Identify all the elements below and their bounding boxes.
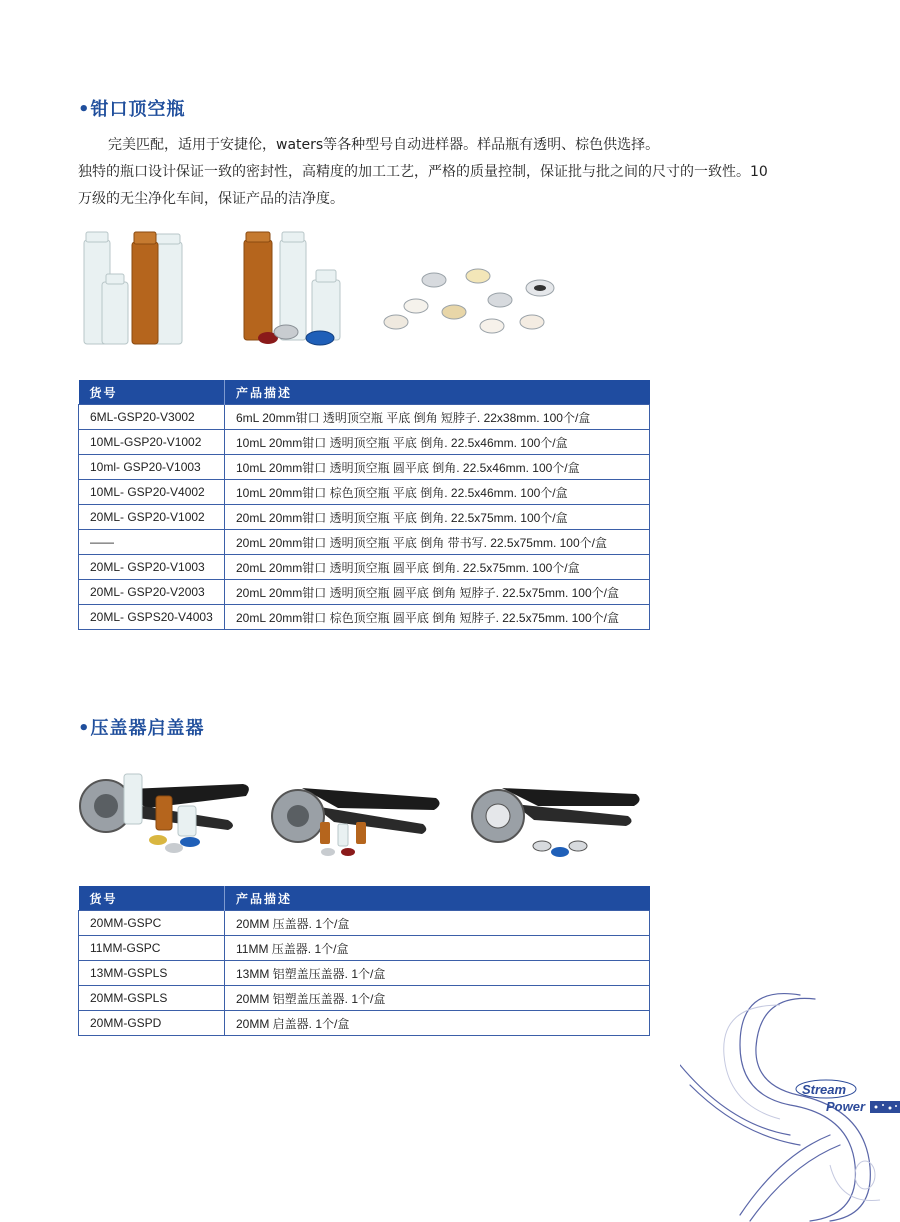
part-number-cell: 11MM-GSPC — [79, 936, 225, 961]
description-cell: 20mL 20mm钳口 透明顶空瓶 圆平底 倒角. 22.5x75mm. 100个/盒 — [225, 555, 650, 580]
logo-power-text: Power — [826, 1099, 866, 1114]
table-row — [79, 1011, 650, 1036]
header-description: 产品描述 — [225, 380, 650, 405]
header-part-number: 货号 — [79, 886, 225, 911]
table-row — [79, 505, 650, 530]
decapper-photo — [468, 776, 648, 858]
description-cell: 20MM 压盖器. 1个/盒 — [225, 911, 650, 936]
part-number-cell: 10ML- GSP20-V4002 — [79, 480, 225, 505]
description-cell: 6mL 20mm钳口 透明顶空瓶 平底 倒角 短脖子. 22x38mm. 100个/盒 — [225, 405, 650, 430]
part-number-cell: 20ML- GSP20-V1003 — [79, 555, 225, 580]
description-cell: 20mL 20mm钳口 棕色顶空瓶 圆平底 倒角 短脖子. 22.5x75mm. 100个/盒 — [225, 605, 650, 630]
part-number-cell: 10ML-GSP20-V1002 — [79, 430, 225, 455]
header-description: 产品描述 — [225, 886, 650, 911]
table-row — [79, 936, 650, 961]
table-row — [79, 480, 650, 505]
description-cell: 11MM 压盖器. 1个/盒 — [225, 936, 650, 961]
part-number-cell: 20ML- GSP20-V2003 — [79, 580, 225, 605]
table-row — [79, 961, 650, 986]
part-number-cell: 20ML- GSPS20-V4003 — [79, 605, 225, 630]
part-number-cell: 20ML- GSP20-V1002 — [79, 505, 225, 530]
intro-line-1: 完美匹配，适用于安捷伦，waters等各种型号自动进样器。样品瓶有透明、棕色供选择。 — [108, 137, 660, 153]
table-row — [79, 911, 650, 936]
stream-power-decoration — [680, 985, 900, 1222]
table-row — [79, 405, 650, 430]
part-number-cell: 20MM-GSPD — [79, 1011, 225, 1036]
intro-paragraph — [78, 132, 838, 213]
table-row — [79, 580, 650, 605]
part-number-cell: —— — [79, 530, 225, 555]
description-cell: 20mL 20mm钳口 透明顶空瓶 平底 倒角 带书写. 22.5x75mm. 100个/盒 — [225, 530, 650, 555]
description-cell: 10mL 20mm钳口 棕色顶空瓶 平底 倒角. 22.5x46mm. 100个/盒 — [225, 480, 650, 505]
section-title-headspace-vials: •钳口顶空瓶 — [78, 99, 186, 120]
clear-vials-photo — [78, 228, 188, 348]
part-number-cell: 13MM-GSPLS — [79, 961, 225, 986]
description-cell: 20MM 铝塑盖压盖器. 1个/盒 — [225, 986, 650, 1011]
logo-stream-text: Stream — [802, 1082, 847, 1097]
description-cell: 20mL 20mm钳口 透明顶空瓶 平底 倒角. 22.5x75mm. 100个/盒 — [225, 505, 650, 530]
table-row — [79, 455, 650, 480]
table-row — [79, 605, 650, 630]
description-cell: 20MM 启盖器. 1个/盒 — [225, 1011, 650, 1036]
intro-line-2: 独特的瓶口设计保证一致的密封性，高精度的加工工艺，严格的质量控制，保证批与批之间的尺寸的一致性。10 — [78, 164, 768, 180]
table-row — [79, 986, 650, 1011]
intro-line-3: 万级的无尘净化车间，保证产品的洁净度。 — [78, 191, 344, 207]
part-number-cell: 20MM-GSPLS — [79, 986, 225, 1011]
header-part-number: 货号 — [79, 380, 225, 405]
crimper-photo-2 — [268, 772, 448, 858]
table-row — [79, 555, 650, 580]
headspace-vials-table — [78, 380, 650, 630]
crimper-photo-1 — [78, 762, 258, 858]
section-title-crimpers: •压盖器启盖器 — [78, 718, 205, 739]
description-cell: 10mL 20mm钳口 透明顶空瓶 圆平底 倒角. 22.5x46mm. 100个/盒 — [225, 455, 650, 480]
crimpers-table — [78, 886, 650, 1036]
part-number-cell: 6ML-GSP20-V3002 — [79, 405, 225, 430]
mixed-vials-photo — [240, 228, 350, 348]
description-cell: 20mL 20mm钳口 透明顶空瓶 圆平底 倒角 短脖子. 22.5x75mm. 100个/盒 — [225, 580, 650, 605]
description-cell: 13MM 铝塑盖压盖器. 1个/盒 — [225, 961, 650, 986]
crimp-caps-photo — [380, 264, 556, 338]
table-header-row — [79, 380, 650, 405]
table-row — [79, 430, 650, 455]
part-number-cell: 10ml- GSP20-V1003 — [79, 455, 225, 480]
table-row — [79, 530, 650, 555]
description-cell: 10mL 20mm钳口 透明顶空瓶 平底 倒角. 22.5x46mm. 100个/盒 — [225, 430, 650, 455]
table-header-row — [79, 886, 650, 911]
part-number-cell: 20MM-GSPC — [79, 911, 225, 936]
